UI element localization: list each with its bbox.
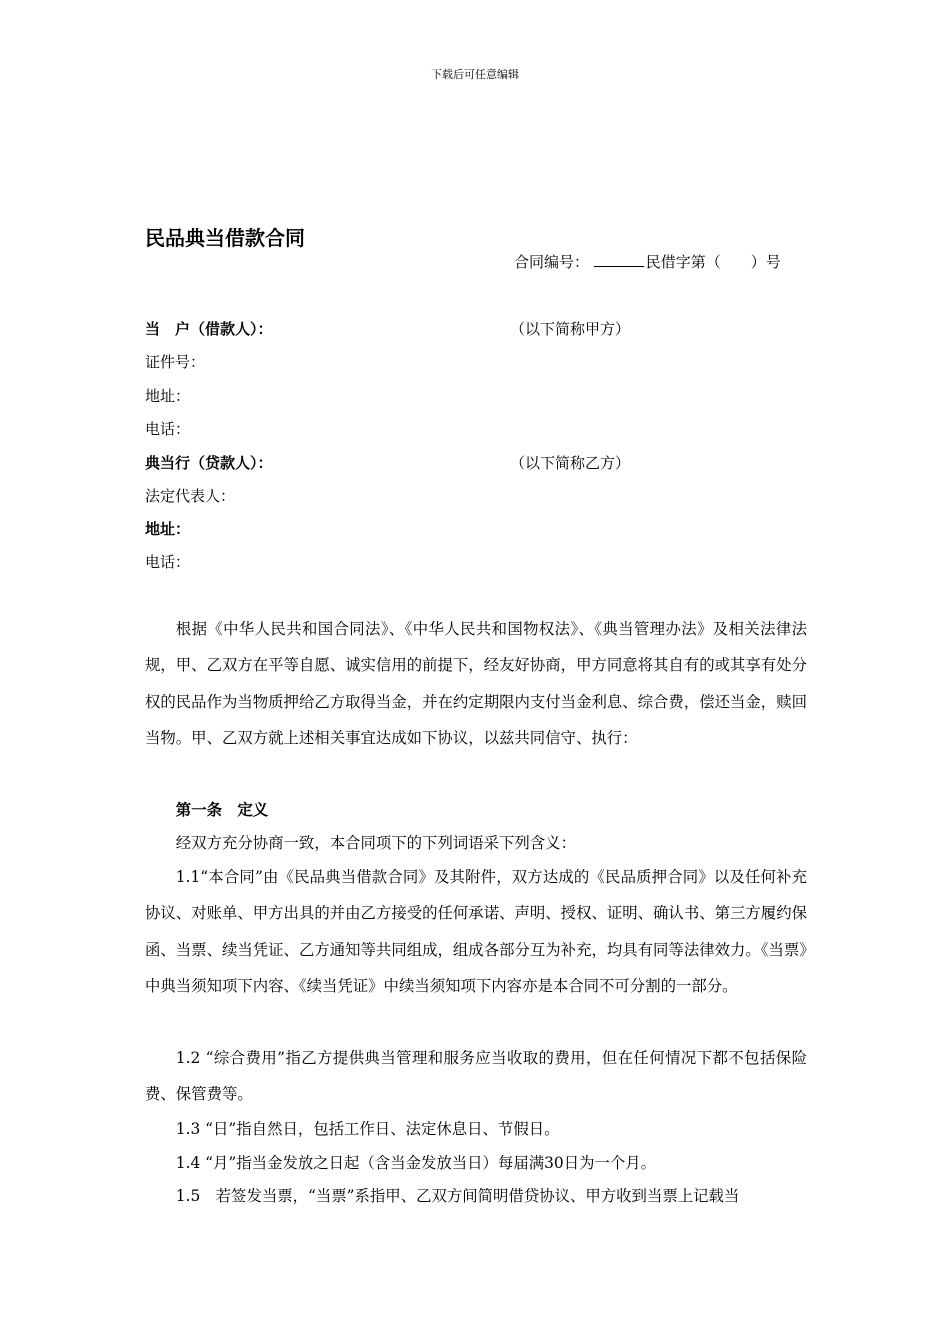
party-b-phone-label: 电话： [145,553,191,571]
contract-number-label: 合同编号： [514,253,590,271]
clause-1-3: 1.3 “日”指自然日，包括工作日、法定休息日、节假日。 [175,1120,560,1138]
party-a-address-label: 地址： [145,387,191,405]
party-b-rep-label: 法定代表人： [145,487,236,505]
clause-1-4: 1.4 “月”指当金发放之日起（含当金发放当日）每届满30日为一个月。 [175,1154,657,1172]
header-note: 下载后可任意编辑 [431,68,519,81]
document-title: 民品典当借款合同 [145,226,305,250]
clause-1-1: 1.1“本合同”由《民品典当借款合同》及其附件，双方达成的《民品质押合同》以及任何补充协议、对账单、甲方出具的并由乙方接受的任何承诺、声明、授权、证明、确认书、第三方履约保函、当票、续当凭证、乙方通知等共同组成，组成各部分互为补充，均具有同等法律效力。《当票》中典当须知项下内容、《续当凭证》中续当须知项下内容亦是本合同不可分割的一部分。 [145,868,807,996]
contract-number-blank [594,252,644,267]
clause-1-5: 1.5 若签发当票，“当票”系指甲、乙双方间简明借贷协议、甲方收到当票上记载当 [175,1187,740,1205]
article-1-intro: 经双方充分协商一致，本合同项下的下列词语采下列含义： [175,834,576,852]
party-b-address-label: 地址： [145,520,191,538]
contract-number [514,251,781,272]
party-b-note: （以下简称乙方） [510,454,631,472]
contract-number-suffix: 民借字第（ ）号 [645,253,781,271]
party-b-heading: 典当行（贷款人）： [145,454,273,472]
clause-1-2: 1.2 “综合费用”指乙方提供典当管理和服务应当收取的费用，但在任何情况下都不包括保险费、保管费等。 [145,1049,807,1104]
party-a-id-label: 证件号： [145,353,206,371]
party-a-heading: 当 户（借款人）： [145,320,273,338]
party-a-phone-label: 电话： [145,420,191,438]
preamble-paragraph: 根据《中华人民共和国合同法》、《中华人民共和国物权法》、《典当管理办法》及相关法律法规，甲、乙双方在平等自愿、诚实信用的前提下，经友好协商，甲方同意将其自有的或其享有处分权的民品作为当物质押给乙方取得当金，并在约定期限内支付当金利息、综合费，偿还当金，赎回当物。甲、乙双方就上述相关事宜达成如下协议，以兹共同信守、执行： [145,620,807,748]
article-1-heading: 第一条 定义 [175,801,269,819]
party-a-note: （以下简称甲方） [510,320,631,338]
